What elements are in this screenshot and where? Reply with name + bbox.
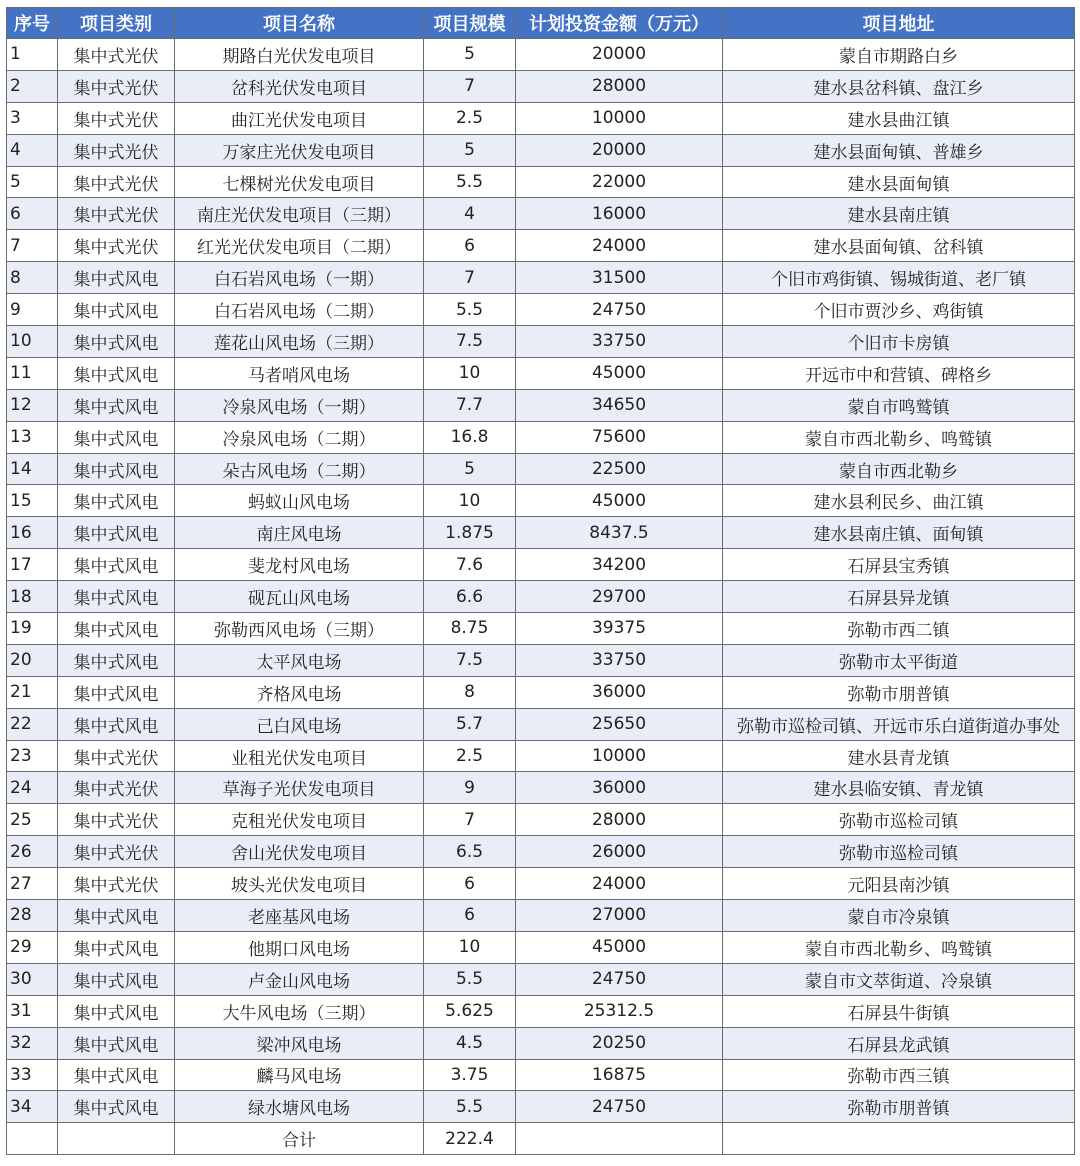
cell-scale: 6.5 (424, 836, 516, 868)
total-empty-address (723, 1123, 1075, 1155)
cell-category: 集中式光伏 (58, 868, 175, 900)
cell-scale: 5.5 (424, 963, 516, 995)
cell-category: 集中式风电 (58, 995, 175, 1027)
table-row (7, 676, 1075, 708)
cell-index: 26 (7, 836, 58, 868)
table-row (7, 613, 1075, 645)
cell-investment: 22000 (516, 166, 723, 198)
cell-index: 34 (7, 1091, 58, 1123)
cell-category: 集中式风电 (58, 581, 175, 613)
cell-index: 30 (7, 963, 58, 995)
cell-address: 建水县面甸镇、岔科镇 (723, 230, 1075, 262)
cell-scale: 3.75 (424, 1059, 516, 1091)
cell-category: 集中式风电 (58, 517, 175, 549)
cell-name: 弥勒西风电场（三期） (175, 613, 424, 645)
cell-category: 集中式风电 (58, 676, 175, 708)
cell-name: 麟马风电场 (175, 1059, 424, 1091)
cell-category: 集中式光伏 (58, 134, 175, 166)
cell-name: 曲江光伏发电项目 (175, 102, 424, 134)
cell-category: 集中式光伏 (58, 230, 175, 262)
cell-scale: 7.5 (424, 326, 516, 358)
cell-category: 集中式风电 (58, 262, 175, 294)
cell-address: 建水县面甸镇 (723, 166, 1075, 198)
total-empty-category (58, 1123, 175, 1155)
table-row (7, 166, 1075, 198)
project-table (6, 7, 1075, 1155)
cell-scale: 5.5 (424, 1091, 516, 1123)
cell-scale: 5 (424, 134, 516, 166)
cell-address: 个旧市贾沙乡、鸡街镇 (723, 294, 1075, 326)
cell-index: 11 (7, 357, 58, 389)
cell-address: 石屏县龙武镇 (723, 1027, 1075, 1059)
table-row (7, 198, 1075, 230)
col-header-scale: 项目规模 (424, 8, 516, 39)
cell-investment: 28000 (516, 804, 723, 836)
cell-index: 3 (7, 102, 58, 134)
cell-address: 建水县曲江镇 (723, 102, 1075, 134)
cell-name: 梁冲风电场 (175, 1027, 424, 1059)
cell-index: 32 (7, 1027, 58, 1059)
cell-address: 建水县利民乡、曲江镇 (723, 485, 1075, 517)
cell-name: 万家庄光伏发电项目 (175, 134, 424, 166)
table-row (7, 1059, 1075, 1091)
cell-address: 建水县南庄镇 (723, 198, 1075, 230)
cell-index: 24 (7, 772, 58, 804)
cell-name: 白石岩风电场（二期） (175, 294, 424, 326)
cell-address: 弥勒市西二镇 (723, 613, 1075, 645)
cell-name: 老座基风电场 (175, 900, 424, 932)
table-row (7, 389, 1075, 421)
cell-scale: 1.875 (424, 517, 516, 549)
cell-address: 蒙自市鸣鹫镇 (723, 389, 1075, 421)
cell-name: 七棵树光伏发电项目 (175, 166, 424, 198)
cell-investment: 25650 (516, 708, 723, 740)
cell-name: 莲花山风电场（三期） (175, 326, 424, 358)
cell-name: 砚瓦山风电场 (175, 581, 424, 613)
cell-category: 集中式风电 (58, 1091, 175, 1123)
cell-address: 石屏县异龙镇 (723, 581, 1075, 613)
cell-category: 集中式风电 (58, 963, 175, 995)
cell-address: 建水县青龙镇 (723, 740, 1075, 772)
cell-index: 6 (7, 198, 58, 230)
cell-address: 石屏县宝秀镇 (723, 549, 1075, 581)
cell-scale: 6 (424, 230, 516, 262)
cell-address: 弥勒市朋普镇 (723, 1091, 1075, 1123)
cell-name: 蚂蚁山风电场 (175, 485, 424, 517)
cell-scale: 7 (424, 70, 516, 102)
table-row (7, 868, 1075, 900)
cell-scale: 5 (424, 453, 516, 485)
cell-name: 他期口风电场 (175, 931, 424, 963)
cell-name: 太平风电场 (175, 644, 424, 676)
cell-scale: 7.6 (424, 549, 516, 581)
cell-address: 弥勒市巡检司镇 (723, 804, 1075, 836)
col-header-name: 项目名称 (175, 8, 424, 39)
cell-address: 建水县临安镇、青龙镇 (723, 772, 1075, 804)
cell-investment: 16875 (516, 1059, 723, 1091)
table-row (7, 134, 1075, 166)
cell-scale: 8.75 (424, 613, 516, 645)
cell-category: 集中式光伏 (58, 39, 175, 71)
cell-category: 集中式风电 (58, 1059, 175, 1091)
cell-scale: 5.625 (424, 995, 516, 1027)
cell-investment: 45000 (516, 931, 723, 963)
cell-address: 石屏县牛街镇 (723, 995, 1075, 1027)
cell-index: 20 (7, 644, 58, 676)
cell-index: 1 (7, 39, 58, 71)
cell-category: 集中式光伏 (58, 166, 175, 198)
table-row (7, 262, 1075, 294)
cell-address: 开远市中和营镇、碑格乡 (723, 357, 1075, 389)
cell-investment: 22500 (516, 453, 723, 485)
cell-name: 己白风电场 (175, 708, 424, 740)
cell-investment: 28000 (516, 70, 723, 102)
cell-scale: 9 (424, 772, 516, 804)
cell-scale: 4 (424, 198, 516, 230)
cell-category: 集中式风电 (58, 389, 175, 421)
cell-index: 7 (7, 230, 58, 262)
table-row (7, 326, 1075, 358)
cell-investment: 33750 (516, 326, 723, 358)
cell-index: 12 (7, 389, 58, 421)
table-row (7, 453, 1075, 485)
cell-category: 集中式风电 (58, 485, 175, 517)
cell-name: 岔科光伏发电项目 (175, 70, 424, 102)
cell-investment: 20250 (516, 1027, 723, 1059)
cell-investment: 10000 (516, 102, 723, 134)
cell-index: 25 (7, 804, 58, 836)
cell-investment: 16000 (516, 198, 723, 230)
cell-investment: 20000 (516, 39, 723, 71)
table-row (7, 772, 1075, 804)
table-row (7, 485, 1075, 517)
cell-scale: 7.7 (424, 389, 516, 421)
cell-name: 冷泉风电场（一期） (175, 389, 424, 421)
cell-investment: 24750 (516, 294, 723, 326)
cell-scale: 4.5 (424, 1027, 516, 1059)
cell-category: 集中式光伏 (58, 772, 175, 804)
table-row (7, 836, 1075, 868)
table-row (7, 102, 1075, 134)
cell-name: 南庄光伏发电项目（三期） (175, 198, 424, 230)
cell-category: 集中式风电 (58, 357, 175, 389)
cell-category: 集中式光伏 (58, 198, 175, 230)
cell-investment: 8437.5 (516, 517, 723, 549)
cell-investment: 45000 (516, 357, 723, 389)
table-row (7, 294, 1075, 326)
cell-scale: 10 (424, 931, 516, 963)
table-row (7, 644, 1075, 676)
table-row (7, 1027, 1075, 1059)
cell-index: 14 (7, 453, 58, 485)
col-header-address: 项目地址 (723, 8, 1075, 39)
cell-category: 集中式光伏 (58, 804, 175, 836)
cell-name: 红光光伏发电项目（二期） (175, 230, 424, 262)
cell-index: 27 (7, 868, 58, 900)
cell-address: 弥勒市太平街道 (723, 644, 1075, 676)
cell-index: 4 (7, 134, 58, 166)
table-row (7, 517, 1075, 549)
cell-address: 蒙自市文萃街道、冷泉镇 (723, 963, 1075, 995)
cell-category: 集中式风电 (58, 326, 175, 358)
cell-address: 蒙自市西北勒乡、鸣鹫镇 (723, 931, 1075, 963)
cell-scale: 16.8 (424, 421, 516, 453)
cell-index: 33 (7, 1059, 58, 1091)
cell-category: 集中式风电 (58, 1027, 175, 1059)
cell-investment: 10000 (516, 740, 723, 772)
cell-address: 蒙自市西北勒乡 (723, 453, 1075, 485)
table-row (7, 995, 1075, 1027)
table-row (7, 708, 1075, 740)
cell-address: 元阳县南沙镇 (723, 868, 1075, 900)
table-row (7, 421, 1075, 453)
cell-name: 期路白光伏发电项目 (175, 39, 424, 71)
cell-category: 集中式光伏 (58, 102, 175, 134)
table-row (7, 357, 1075, 389)
cell-scale: 7.5 (424, 644, 516, 676)
cell-investment: 24000 (516, 230, 723, 262)
cell-name: 坡头光伏发电项目 (175, 868, 424, 900)
cell-name: 冷泉风电场（二期） (175, 421, 424, 453)
cell-name: 马者哨风电场 (175, 357, 424, 389)
cell-name: 绿水塘风电场 (175, 1091, 424, 1123)
cell-name: 克租光伏发电项目 (175, 804, 424, 836)
cell-category: 集中式光伏 (58, 70, 175, 102)
cell-category: 集中式风电 (58, 931, 175, 963)
table-row (7, 804, 1075, 836)
cell-address: 蒙自市期路白乡 (723, 39, 1075, 71)
table-body (7, 39, 1075, 1155)
cell-index: 13 (7, 421, 58, 453)
header-row (7, 8, 1075, 39)
cell-scale: 5.5 (424, 294, 516, 326)
cell-index: 21 (7, 676, 58, 708)
cell-investment: 27000 (516, 900, 723, 932)
cell-index: 18 (7, 581, 58, 613)
cell-name: 业租光伏发电项目 (175, 740, 424, 772)
table-row (7, 963, 1075, 995)
cell-scale: 2.5 (424, 102, 516, 134)
cell-name: 大牛风电场（三期） (175, 995, 424, 1027)
cell-category: 集中式风电 (58, 708, 175, 740)
cell-scale: 5 (424, 39, 516, 71)
cell-name: 斐龙村风电场 (175, 549, 424, 581)
cell-scale: 8 (424, 676, 516, 708)
cell-address: 弥勒市巡检司镇、开远市乐白道街道办事处 (723, 708, 1075, 740)
cell-address: 蒙自市冷泉镇 (723, 900, 1075, 932)
cell-category: 集中式风电 (58, 613, 175, 645)
cell-investment: 26000 (516, 836, 723, 868)
cell-category: 集中式光伏 (58, 836, 175, 868)
cell-investment: 45000 (516, 485, 723, 517)
cell-scale: 10 (424, 357, 516, 389)
total-empty-index (7, 1123, 58, 1155)
cell-scale: 2.5 (424, 740, 516, 772)
cell-index: 5 (7, 166, 58, 198)
cell-investment: 34200 (516, 549, 723, 581)
cell-scale: 7 (424, 804, 516, 836)
table-row (7, 900, 1075, 932)
cell-scale: 6 (424, 868, 516, 900)
col-header-investment: 计划投资金额（万元） (516, 8, 723, 39)
cell-name: 草海子光伏发电项目 (175, 772, 424, 804)
table-row (7, 230, 1075, 262)
cell-investment: 39375 (516, 613, 723, 645)
total-empty-investment (516, 1123, 723, 1155)
cell-address: 蒙自市西北勒乡、鸣鹫镇 (723, 421, 1075, 453)
table-row (7, 549, 1075, 581)
cell-address: 建水县面甸镇、普雄乡 (723, 134, 1075, 166)
cell-index: 8 (7, 262, 58, 294)
cell-index: 28 (7, 900, 58, 932)
cell-investment: 24750 (516, 963, 723, 995)
cell-address: 建水县岔科镇、盘江乡 (723, 70, 1075, 102)
cell-scale: 5.7 (424, 708, 516, 740)
cell-investment: 33750 (516, 644, 723, 676)
cell-index: 16 (7, 517, 58, 549)
table-row (7, 39, 1075, 71)
cell-scale: 10 (424, 485, 516, 517)
table-row (7, 581, 1075, 613)
cell-address: 弥勒市朋普镇 (723, 676, 1075, 708)
table-row (7, 70, 1075, 102)
cell-investment: 24750 (516, 1091, 723, 1123)
cell-investment: 36000 (516, 772, 723, 804)
cell-investment: 34650 (516, 389, 723, 421)
total-label: 合计 (175, 1123, 424, 1155)
cell-investment: 36000 (516, 676, 723, 708)
cell-scale: 6 (424, 900, 516, 932)
table-row (7, 740, 1075, 772)
cell-scale: 7 (424, 262, 516, 294)
cell-index: 2 (7, 70, 58, 102)
cell-investment: 20000 (516, 134, 723, 166)
total-row (7, 1123, 1075, 1155)
cell-category: 集中式风电 (58, 549, 175, 581)
cell-index: 17 (7, 549, 58, 581)
table-row (7, 931, 1075, 963)
cell-category: 集中式风电 (58, 421, 175, 453)
cell-index: 9 (7, 294, 58, 326)
table-row (7, 1091, 1075, 1123)
cell-index: 22 (7, 708, 58, 740)
cell-index: 19 (7, 613, 58, 645)
cell-index: 31 (7, 995, 58, 1027)
total-scale: 222.4 (424, 1123, 516, 1155)
cell-investment: 75600 (516, 421, 723, 453)
cell-investment: 29700 (516, 581, 723, 613)
cell-address: 个旧市卡房镇 (723, 326, 1075, 358)
cell-category: 集中式光伏 (58, 740, 175, 772)
cell-category: 集中式风电 (58, 294, 175, 326)
col-header-category: 项目类别 (58, 8, 175, 39)
cell-address: 个旧市鸡街镇、锡城街道、老厂镇 (723, 262, 1075, 294)
col-header-index: 序号 (7, 8, 58, 39)
cell-index: 10 (7, 326, 58, 358)
cell-category: 集中式风电 (58, 644, 175, 676)
cell-name: 齐格风电场 (175, 676, 424, 708)
cell-scale: 6.6 (424, 581, 516, 613)
cell-name: 卢金山风电场 (175, 963, 424, 995)
cell-category: 集中式风电 (58, 453, 175, 485)
cell-name: 舍山光伏发电项目 (175, 836, 424, 868)
cell-address: 建水县南庄镇、面甸镇 (723, 517, 1075, 549)
cell-index: 23 (7, 740, 58, 772)
cell-address: 弥勒市西三镇 (723, 1059, 1075, 1091)
cell-investment: 25312.5 (516, 995, 723, 1027)
cell-index: 29 (7, 931, 58, 963)
cell-investment: 31500 (516, 262, 723, 294)
cell-category: 集中式风电 (58, 900, 175, 932)
cell-scale: 5.5 (424, 166, 516, 198)
cell-name: 白石岩风电场（一期） (175, 262, 424, 294)
cell-index: 15 (7, 485, 58, 517)
cell-address: 弥勒市巡检司镇 (723, 836, 1075, 868)
cell-investment: 24000 (516, 868, 723, 900)
cell-name: 朵古风电场（二期） (175, 453, 424, 485)
cell-name: 南庄风电场 (175, 517, 424, 549)
